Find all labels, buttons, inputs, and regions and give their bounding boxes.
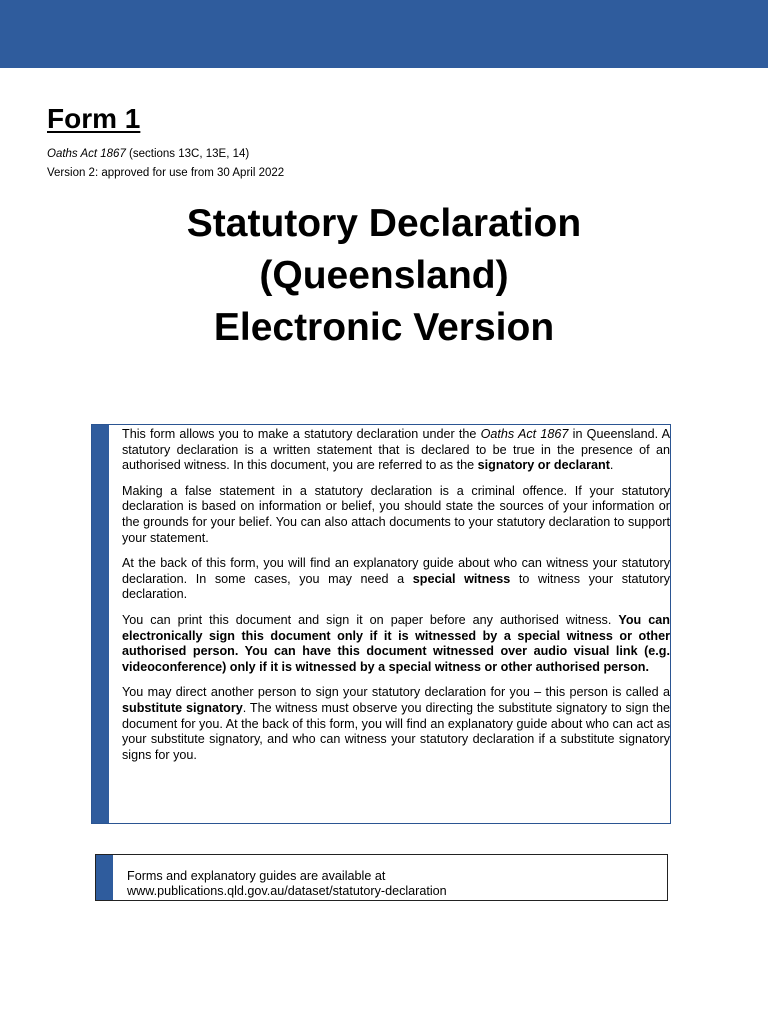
info-paragraph-1 [122, 427, 670, 474]
information-text [122, 427, 670, 773]
info-text: to witness your statutory declaration. [122, 571, 670, 602]
top-banner [0, 0, 768, 68]
info-text: . [609, 458, 614, 473]
info-bold-term: special witness [412, 571, 511, 586]
info-text: At the back of this form, you will find an explanatory guide about who can witness your statutory declaration. In some cases, you may need a [122, 556, 670, 586]
info-bold-term: signatory or declarant [477, 458, 610, 473]
info-text: This form allows you to make a statutory declaration under the [122, 427, 481, 441]
act-reference [47, 147, 249, 162]
info-text: You can print this document and sign it on paper before any authorised witness. [122, 612, 619, 627]
info-paragraph-5 [122, 685, 670, 763]
document-title [0, 198, 768, 354]
footer-accent-bar [96, 855, 113, 900]
version-note: Version 2: approved for use from 30 April 2022 [47, 167, 285, 179]
title-line-3: Electronic Version [213, 306, 555, 349]
resources-line: Forms and explanatory guides are available at [127, 869, 386, 883]
info-act-name: Oaths Act 1867 [480, 427, 569, 441]
info-text: . The witness must observe you directing the substitute signatory to sign the document for you. At the back of this form, you will find an explanatory guide about who can act as your substitute signatory, and who can witness your statutory declaration if a substitute signatory signs for you. [122, 700, 670, 762]
title-line-1: Statutory Declaration [186, 202, 582, 245]
info-accent-bar [92, 425, 109, 823]
info-paragraph-3 [122, 556, 670, 603]
act-sections: (sections 13C, 13E, 14) [125, 148, 250, 160]
information-box [91, 424, 671, 824]
form-number: Form 1 [47, 103, 141, 134]
resources-url: www.publications.qld.gov.au/dataset/statutory-declaration [127, 884, 447, 898]
info-paragraph-4 [122, 613, 670, 675]
title-line-2: (Queensland) [259, 254, 509, 297]
info-paragraph-2: Making a false statement in a statutory declaration is a criminal offence. If your statutory declaration is based on information or belief, you should state the sources of your information or the grounds for your belief. You can also attach documents to your statutory declaration to support your statement. [122, 483, 670, 545]
resources-box [95, 854, 668, 901]
info-text: in Queensland. A statutory declaration is a written statement that is declared to be true in the presence of an authorised witness. In this document, you are referred to as the [122, 427, 671, 473]
info-bold-term: substitute signatory [122, 700, 243, 715]
resources-text [127, 869, 447, 899]
info-text: You may direct another person to sign your statutory declaration for you – this person is called a [122, 685, 670, 700]
act-name: Oaths Act 1867 [47, 148, 126, 160]
info-bold-term: You can electronically sign this document only if it is witnessed by a special witness or other authorised person. You can have this document witnessed over audio visual link (e.g. videoconference) only if it is witnessed by a special witness or other authorised person. [122, 612, 670, 674]
